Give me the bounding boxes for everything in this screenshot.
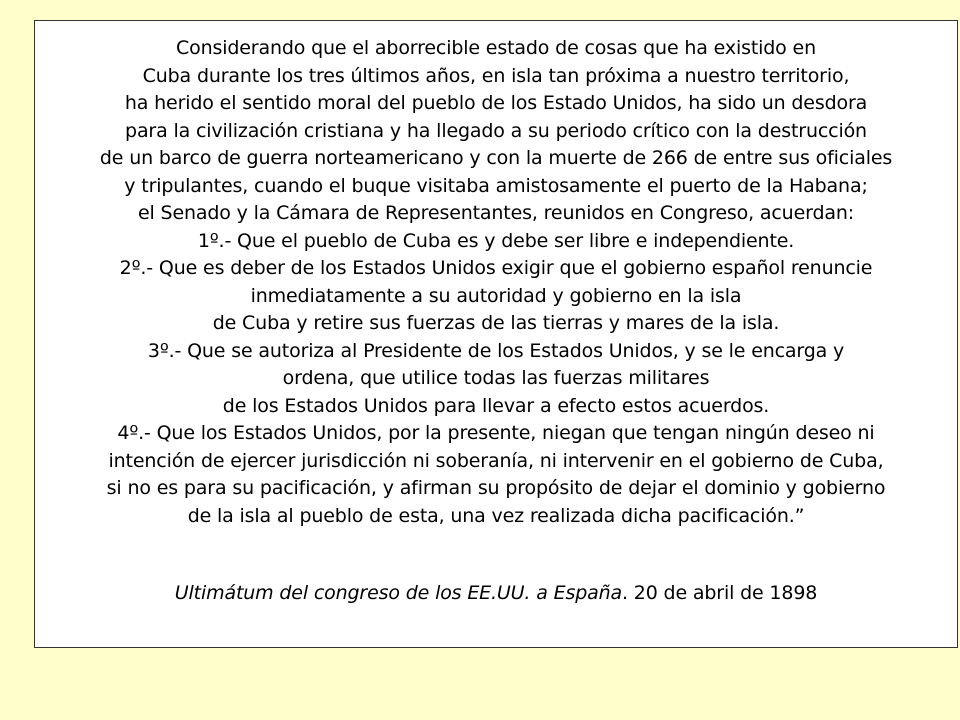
- citation-date: . 20 de abril de 1898: [622, 582, 818, 604]
- text-line: de los Estados Unidos para llevar a efecto estos acuerdos.: [222, 394, 770, 417]
- text-line: 3º.- Que se autoriza al Presidente de los Estados Unidos, y se le encarga y: [147, 339, 845, 362]
- citation-title: Ultimátum del congreso de los EE.UU. a España: [174, 582, 622, 604]
- text-line: inmediatamente a su autoridad y gobierno en la isla: [250, 284, 742, 307]
- text-line: de Cuba y retire sus fuerzas de las tierras y mares de la isla.: [212, 312, 780, 334]
- text-line: 4º.- Que los Estados Unidos, por la presente, niegan que tengan ningún deseo ni: [117, 422, 875, 444]
- citation: [35, 579, 957, 607]
- resolution-text: [35, 35, 957, 530]
- text-line: para la civilización cristiana y ha llegado a su periodo crítico con la destrucción: [125, 119, 867, 142]
- text-line: y tripulantes, cuando el buque visitaba amistosamente el puerto de la Habana;: [124, 174, 868, 197]
- text-line: intención de ejercer jurisdicción ni soberanía, ni intervenir en el gobierno de Cuba,: [108, 449, 884, 472]
- text-line: ha herido el sentido moral del pueblo de los Estado Unidos, ha sido un desdora: [124, 92, 868, 114]
- document-text-box: [34, 20, 958, 648]
- text-line: el Senado y la Cámara de Representantes, reunidos en Congreso, acuerdan:: [138, 202, 854, 224]
- text-line: 2º.- Que es deber de los Estados Unidos exigir que el gobierno español renuncie: [119, 257, 873, 279]
- text-line: de la isla al pueblo de esta, una vez realizada dicha pacificación.”: [187, 504, 805, 527]
- text-line: 1º.- Que el pueblo de Cuba es y debe ser libre e independiente.: [197, 229, 795, 252]
- text-line: ordena, que utilice todas las fuerzas militares: [282, 367, 710, 389]
- text-line: Considerando que el aborrecible estado de cosas que ha existido en: [176, 37, 816, 59]
- text-line: si no es para su pacificación, y afirman su propósito de dejar el dominio y gobierno: [106, 477, 886, 499]
- text-line: Cuba durante los tres últimos años, en isla tan próxima a nuestro territorio,: [142, 64, 850, 87]
- text-line: de un barco de guerra norteamericano y con la muerte de 266 de entre sus oficiales: [99, 147, 893, 169]
